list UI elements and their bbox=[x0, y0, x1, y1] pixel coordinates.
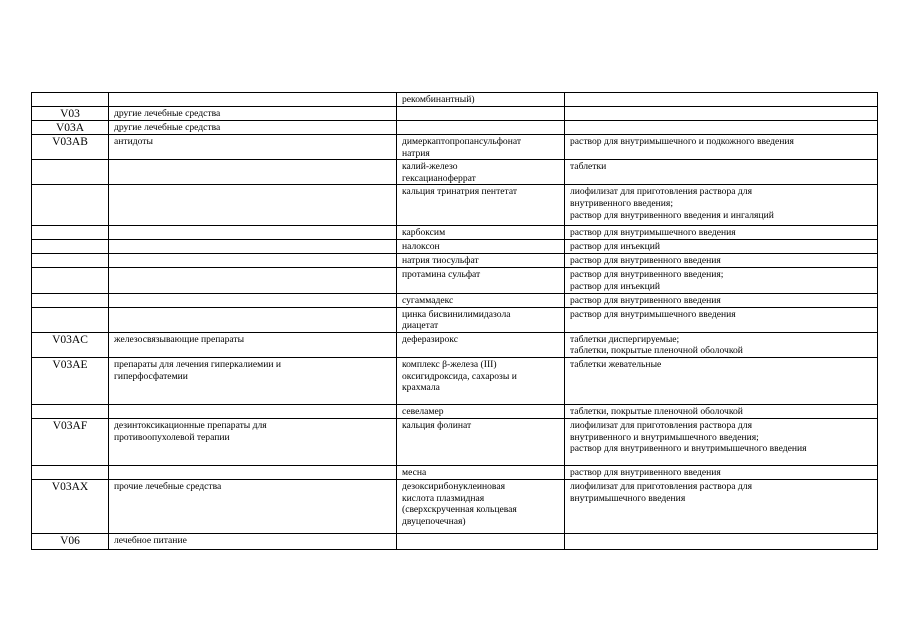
atc-code-cell: V03 bbox=[32, 107, 109, 121]
drug-name-cell: дезоксирибонуклеиновая кислота плазмидная (сверхскрученная кольцевая двуцепочечная) bbox=[397, 479, 565, 533]
group-name-cell bbox=[109, 465, 397, 479]
atc-code-cell bbox=[32, 307, 109, 332]
drug-name-cell: цинка бисвинилимидазола диацетат bbox=[397, 307, 565, 332]
group-name-cell bbox=[109, 185, 397, 226]
table-row bbox=[32, 465, 878, 479]
table-body bbox=[32, 93, 878, 550]
atc-code-cell bbox=[32, 185, 109, 226]
dosage-form-cell bbox=[565, 121, 878, 135]
atc-code-cell: V03AE bbox=[32, 357, 109, 404]
atc-code-cell: V03AB bbox=[32, 135, 109, 160]
group-name-cell bbox=[109, 293, 397, 307]
drug-name-cell: севеламер bbox=[397, 404, 565, 418]
group-name-cell bbox=[109, 93, 397, 107]
dosage-form-cell: таблетки жевательные bbox=[565, 357, 878, 404]
table-row bbox=[32, 160, 878, 185]
table-row bbox=[32, 357, 878, 404]
atc-code-cell: V03AX bbox=[32, 479, 109, 533]
table-row bbox=[32, 254, 878, 268]
group-name-cell: антидоты bbox=[109, 135, 397, 160]
table-row bbox=[32, 332, 878, 357]
atc-code-cell: V06 bbox=[32, 533, 109, 549]
drug-name-cell bbox=[397, 121, 565, 135]
group-name-cell bbox=[109, 160, 397, 185]
table-row bbox=[32, 293, 878, 307]
atc-code-cell: V03AC bbox=[32, 332, 109, 357]
atc-code-cell bbox=[32, 160, 109, 185]
drug-name-cell: кальция фолинат bbox=[397, 418, 565, 465]
table-row bbox=[32, 268, 878, 293]
atc-code-cell bbox=[32, 226, 109, 240]
atc-code-cell bbox=[32, 268, 109, 293]
group-name-cell: другие лечебные средства bbox=[109, 107, 397, 121]
drug-name-cell: натрия тиосульфат bbox=[397, 254, 565, 268]
table-row bbox=[32, 533, 878, 549]
table-row bbox=[32, 93, 878, 107]
group-name-cell: железосвязывающие препараты bbox=[109, 332, 397, 357]
drug-name-cell: карбоксим bbox=[397, 226, 565, 240]
dosage-form-cell bbox=[565, 107, 878, 121]
atc-code-cell: V03AF bbox=[32, 418, 109, 465]
drug-name-cell: месна bbox=[397, 465, 565, 479]
drug-list-table bbox=[31, 92, 878, 550]
group-name-cell bbox=[109, 307, 397, 332]
drug-name-cell: сугаммадекс bbox=[397, 293, 565, 307]
dosage-form-cell: раствор для внутримышечного введения bbox=[565, 226, 878, 240]
drug-name-cell bbox=[397, 107, 565, 121]
table-row bbox=[32, 418, 878, 465]
group-name-cell bbox=[109, 240, 397, 254]
dosage-form-cell bbox=[565, 533, 878, 549]
table-row bbox=[32, 479, 878, 533]
drug-name-cell: димеркаптопропансульфонат натрия bbox=[397, 135, 565, 160]
table-row bbox=[32, 121, 878, 135]
dosage-form-cell: лиофилизат для приготовления раствора для внутримышечного введения bbox=[565, 479, 878, 533]
drug-name-cell: протамина сульфат bbox=[397, 268, 565, 293]
dosage-form-cell: раствор для внутривенного введения; раствор для инъекций bbox=[565, 268, 878, 293]
dosage-form-cell: раствор для внутримышечного и подкожного введения bbox=[565, 135, 878, 160]
group-name-cell: прочие лечебные средства bbox=[109, 479, 397, 533]
atc-code-cell bbox=[32, 254, 109, 268]
dosage-form-cell bbox=[565, 93, 878, 107]
atc-code-cell bbox=[32, 465, 109, 479]
drug-name-cell: комплекс β-железа (III) оксигидроксида, сахарозы и крахмала bbox=[397, 357, 565, 404]
dosage-form-cell: раствор для внутривенного введения bbox=[565, 254, 878, 268]
dosage-form-cell: таблетки диспергируемые; таблетки, покрытые пленочной оболочкой bbox=[565, 332, 878, 357]
dosage-form-cell: лиофилизат для приготовления раствора для внутривенного и внутримышечного введения; раствор для внутривенного и внутримышечного введения bbox=[565, 418, 878, 465]
table-row bbox=[32, 307, 878, 332]
table-row bbox=[32, 185, 878, 226]
group-name-cell: дезинтоксикационные препараты для противоопухолевой терапии bbox=[109, 418, 397, 465]
group-name-cell bbox=[109, 404, 397, 418]
group-name-cell: другие лечебные средства bbox=[109, 121, 397, 135]
atc-code-cell bbox=[32, 404, 109, 418]
atc-code-cell bbox=[32, 293, 109, 307]
drug-name-cell: налоксон bbox=[397, 240, 565, 254]
group-name-cell bbox=[109, 226, 397, 240]
dosage-form-cell: таблетки bbox=[565, 160, 878, 185]
group-name-cell bbox=[109, 254, 397, 268]
drug-name-cell: кальция тринатрия пентетат bbox=[397, 185, 565, 226]
dosage-form-cell: раствор для инъекций bbox=[565, 240, 878, 254]
table-row bbox=[32, 240, 878, 254]
drug-name-cell: калий-железо гексацианоферрат bbox=[397, 160, 565, 185]
atc-code-cell: V03A bbox=[32, 121, 109, 135]
dosage-form-cell: таблетки, покрытые пленочной оболочкой bbox=[565, 404, 878, 418]
dosage-form-cell: раствор для внутривенного введения bbox=[565, 465, 878, 479]
table-row bbox=[32, 107, 878, 121]
atc-code-cell bbox=[32, 240, 109, 254]
dosage-form-cell: раствор для внутривенного введения bbox=[565, 293, 878, 307]
dosage-form-cell: раствор для внутримышечного введения bbox=[565, 307, 878, 332]
group-name-cell bbox=[109, 268, 397, 293]
drug-name-cell bbox=[397, 533, 565, 549]
drug-name-cell: деферазирокс bbox=[397, 332, 565, 357]
table-row bbox=[32, 404, 878, 418]
table-row bbox=[32, 135, 878, 160]
dosage-form-cell: лиофилизат для приготовления раствора для внутривенного введения; раствор для внутривенного введения и ингаляций bbox=[565, 185, 878, 226]
drug-name-cell: рекомбинантный) bbox=[397, 93, 565, 107]
group-name-cell: лечебное питание bbox=[109, 533, 397, 549]
atc-code-cell bbox=[32, 93, 109, 107]
table-row bbox=[32, 226, 878, 240]
group-name-cell: препараты для лечения гиперкалиемии и гиперфосфатемии bbox=[109, 357, 397, 404]
